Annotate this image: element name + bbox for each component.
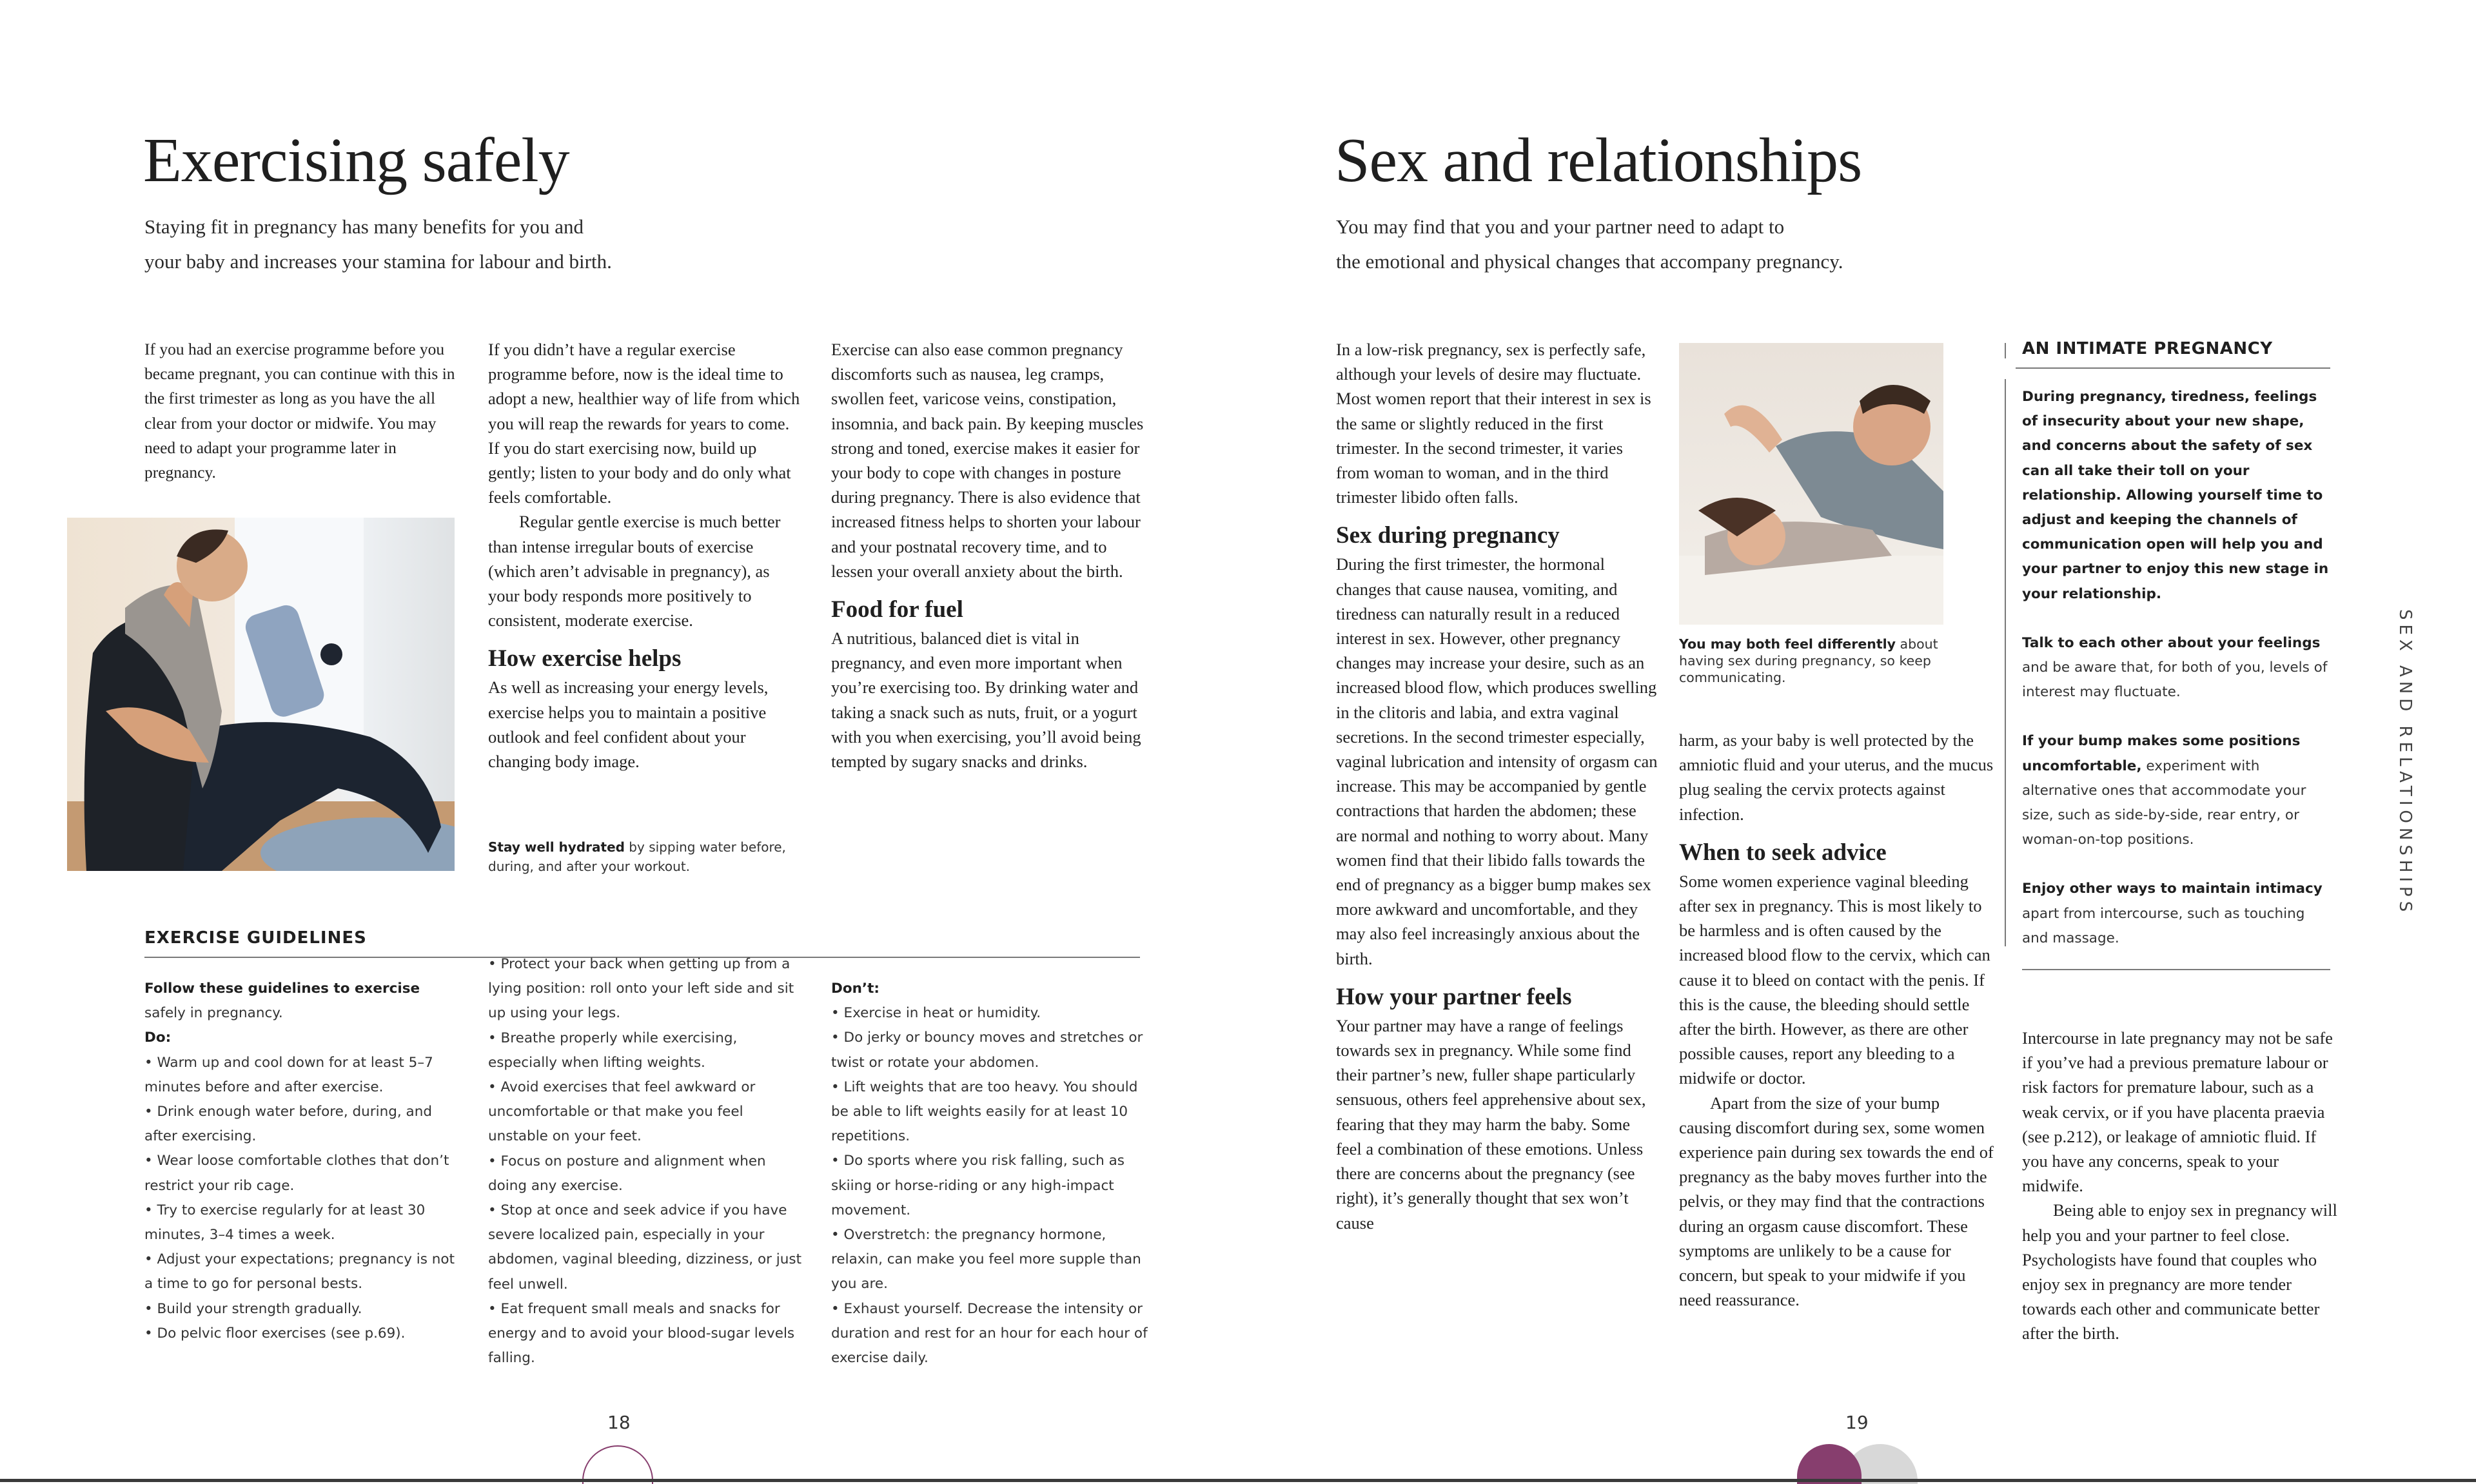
dont-item: • Lift weights that are too heavy. You should be able to lift weights easily for at least 10 repetitions. xyxy=(831,1079,1138,1145)
guidelines-column-1 xyxy=(144,977,467,1346)
sidebar-lead: During pregnancy, tiredness, feelings of insecurity about your new shape, and concerns about the safety of sex can all take their toll on your relationship. Allowing yourself time to adjust and keeping the channels of communication open will help you and your partner to enjoy this new stage in your relationship. xyxy=(2022,389,2329,602)
guidelines-column-3 xyxy=(831,977,1150,1371)
photo-woman-exercising xyxy=(67,518,455,871)
heading-how-exercise-helps: How exercise helps xyxy=(488,645,682,672)
photo-couple-image xyxy=(1679,343,1943,625)
column-right-2 xyxy=(1679,728,1995,1312)
do-item: • Breathe properly while exercising, especially when lifting weights. xyxy=(488,1030,738,1071)
caption-bold: Stay well hydrated xyxy=(488,839,625,855)
heading-sex-during-pregnancy: Sex during pregnancy xyxy=(1336,522,1560,549)
do-label: Do: xyxy=(144,1030,172,1046)
paragraph: As well as increasing your energy levels, exercise helps you to maintain a positive outlook and feel confident about your changing body image. xyxy=(488,678,769,772)
page-tab-marker-left xyxy=(582,1445,653,1484)
do-item: • Warm up and cool down for at least 5–7 minutes before and after exercise. xyxy=(144,1054,433,1095)
do-item: • Drink enough water before, during, and after exercising. xyxy=(144,1104,432,1145)
do-item: • Focus on posture and alignment when doing any exercise. xyxy=(488,1153,766,1194)
caption-text: about having sex during pregnancy, so keep communicating. xyxy=(1679,636,1938,685)
section-tab-label: SEX AND RELATIONSHIPS xyxy=(2395,609,2415,917)
caption-text: by sipping water before, during, and after your workout. xyxy=(488,839,786,874)
do-item: • Wear loose comfortable clothes that don’t restrict your rib cage. xyxy=(144,1153,449,1194)
paragraph: Exercise can also ease common pregnancy discomforts such as nausea, leg cramps, swollen feet, varicose veins, constipation, insomnia, and back pain. By keeping muscles strong and toned, exercise makes it easier for your body to cope with changes in posture during pregnancy. There is also evidence that increased fitness helps to shorten your labour and your postnatal recovery time, and to lessen your overall anxiety about the birth. xyxy=(831,340,1144,581)
paragraph: A nutritious, balanced diet is vital in pregnancy, and even more important when you’re exercising too. By drinking water and taking a snack such as nuts, fruit, or a yogurt with you when exercising, you’ll avoid being tempted by sugary snacks and drinks. xyxy=(831,629,1141,772)
paragraph: Some women experience vaginal bleeding after sex in pregnancy. This is most likely to be harmless and is often caused by the increased blood flow to the cervix, which can cause it to bleed on contact with the penis. If this is the cause, the bleeding should settle after the birth. However, as there are other possible causes, report any bleeding to a midwife or doctor. xyxy=(1679,871,1990,1088)
caption-bold: You may both feel differently xyxy=(1679,636,1896,652)
page-title-left: Exercising safely xyxy=(143,126,569,195)
paragraph: Your partner may have a range of feelings towards sex in pregnancy. While some find their partner’s new, fuller shape particularly sensuous, others feel apprehensive about sex, fearing that they may harm the baby. Some feel a combination of these emotions. Unless there are concerns about the pregnancy (see right), it’s generally thought that sex won’t cause xyxy=(1336,1015,1646,1233)
paragraph: If you didn’t have a regular exercise programme before, now is the ideal time to adopt a new, healthier way of life from which you will reap the rewards for years to come. If you do start exercising now, build up gently; listen to your body and do only what feels comfortable. xyxy=(488,340,800,507)
paragraph: In a low-risk pregnancy, sex is perfectly safe, although your levels of desire may fluctuate. Most women report that their interest in sex is the same or slightly reduced in the first trimester. In the second trimester, it varies from woman to woman, and in the third trimester libido often falls. xyxy=(1336,340,1651,507)
column-right-1 xyxy=(1336,337,1658,1235)
dont-item: • Do jerky or bouncy moves and stretches or twist or rotate your abdomen. xyxy=(831,1030,1143,1071)
paragraph: If you had an exercise programme before you became pregnant, you can continue with this in the first trimester as long as you have the all clear from your doctor or midwife. You may need to adapt your programme later in pregnancy. xyxy=(144,340,455,482)
dont-item: • Do sports where you risk falling, such as skiing or horse-riding or any high-impact movement. xyxy=(831,1153,1125,1218)
do-list xyxy=(144,1051,467,1346)
guidelines-intro-text: safely in pregnancy. xyxy=(144,1005,283,1022)
paragraph: harm, as your baby is well protected by the amniotic fluid and your uterus, and the mucus plug sealing the cervix protects against infection. xyxy=(1679,730,1994,824)
do-item: • Stop at once and seek advice if you have severe localized pain, especially in your abdomen, vaginal bleeding, dizziness, or just feel unwell. xyxy=(488,1202,802,1293)
paragraph: Being able to enjoy sex in pregnancy will help you and your partner to feel close. Psychologists have found that couples who enjoy sex in pregnancy are more tender towards each other and communicate better after the birth. xyxy=(2022,1200,2337,1343)
do-item: • Protect your back when getting up from a lying position: roll onto your left side and sit up using your legs. xyxy=(488,956,794,1022)
intro-right xyxy=(1336,210,2045,279)
column-right-3 xyxy=(2022,1026,2341,1346)
dont-label: Don’t: xyxy=(831,981,879,997)
column-left-3 xyxy=(831,337,1150,774)
sidebar-title: AN INTIMATE PREGNANCY xyxy=(2022,339,2273,358)
sidebar-rule-top xyxy=(2016,367,2330,369)
column-left-2 xyxy=(488,337,804,774)
paragraph: During the first trimester, the hormonal changes that cause nausea, vomiting, and tiredness can naturally result in a reduced interest in sex. However, other pregnancy changes may increase your desire, such as an increased blood flow, which produces swelling in the clitoris and labia, and extra vaginal secretions. In the second trimester especially, vaginal lubrication and intensity of orgasm can increase. This may be accompanied by gentle contractions that harden the abdomen; these are normal and nothing to worry about. Many women find that their libido falls towards the end of pregnancy as a bigger bump makes sex more awkward and uncomfortable, and they may also feel increasingly anxious about the birth. xyxy=(1336,554,1658,968)
paragraph: Apart from the size of your bump causing discomfort during sex, some women experience pain during sex towards the end of pregnancy as the baby moves further into the pelvis, or they may find that the contractions during an orgasm cause discomfort. These symptoms are unlikely to be a cause for concern, but speak to your midwife if you need reassurance. xyxy=(1679,1093,1994,1310)
sidebar-tip: If your bump makes some positions uncomfortable, experiment with alternative ones that accommodate your size, such as side-by-side, rear entry, or woman-on-top positions. xyxy=(2022,733,2306,848)
guidelines-intro-bold: Follow these guidelines to exercise xyxy=(144,981,420,997)
paragraph: Regular gentle exercise is much better than intense irregular bouts of exercise (which aren’t advisable in pregnancy), as your body responds more positively to consistent, moderate exercise. xyxy=(488,512,781,630)
photo-caption-hydrated xyxy=(488,837,798,876)
sidebar-tip: Talk to each other about your feelings and be aware that, for both of you, levels of interest may fluctuate. xyxy=(2022,634,2328,701)
do-item: • Adjust your expectations; pregnancy is not a time to go for personal bests. xyxy=(144,1251,455,1293)
dont-item: • Overstretch: the pregnancy hormone, relaxin, can make you feel more supple than you are. xyxy=(831,1227,1141,1293)
guidelines-title: EXERCISE GUIDELINES xyxy=(144,928,367,948)
page-number-left: 18 xyxy=(607,1412,631,1433)
dont-item: • Exercise in heat or humidity. xyxy=(831,1005,1041,1022)
paragraph: Intercourse in late pregnancy may not be safe if you’ve had a previous premature labour or risk factors for premature labour, such as a weak cervix, or if you have placenta praevia (see p.212), or leakage of amniotic fluid. If you have any concerns, speak to your midwife. xyxy=(2022,1028,2333,1196)
intro-line: You may find that you and your partner need to adapt to xyxy=(1336,215,1785,238)
page-tab-marker-plum xyxy=(1797,1444,1862,1484)
photo-couple xyxy=(1679,343,1943,625)
do-item: • Build your strength gradually. xyxy=(144,1300,362,1317)
column-left-1 xyxy=(144,337,459,485)
sidebar-left-border xyxy=(2005,379,2006,946)
page-title-right: Sex and relationships xyxy=(1335,126,1862,195)
sidebar-body xyxy=(2022,385,2332,975)
sidebar-tick xyxy=(2005,343,2006,358)
do-item: • Try to exercise regularly for at least 30 minutes, 3–4 times a week. xyxy=(144,1202,426,1244)
do-item: • Eat frequent small meals and snacks for energy and to avoid your blood-sugar levels falling. xyxy=(488,1300,795,1367)
page-bottom-edge xyxy=(0,1479,2476,1482)
intro-line: your baby and increases your stamina for labour and birth. xyxy=(144,250,612,273)
intro-left xyxy=(144,210,789,279)
do-item: • Do pelvic floor exercises (see p.69). xyxy=(144,1325,406,1342)
dont-item: • Exhaust yourself. Decrease the intensity or duration and rest for an hour for each hour of exercise daily. xyxy=(831,1300,1148,1367)
photo-caption-couple xyxy=(1679,636,1943,686)
photo-woman-image xyxy=(67,518,455,871)
guidelines-column-2 xyxy=(488,952,804,1371)
heading-food-for-fuel: Food for fuel xyxy=(831,596,963,623)
heading-how-your-partner-feels: How your partner feels xyxy=(1336,983,1572,1010)
page-number-right: 19 xyxy=(1845,1412,1869,1433)
do-item: • Avoid exercises that feel awkward or uncomfortable or that make you feel unstable on your feet. xyxy=(488,1079,756,1145)
sidebar-rule-bottom xyxy=(2022,969,2330,970)
intro-line: Staying fit in pregnancy has many benefits for you and xyxy=(144,215,584,238)
sidebar-tip: Enjoy other ways to maintain intimacy apart from intercourse, such as touching and massage. xyxy=(2022,881,2323,946)
intro-line: the emotional and physical changes that accompany pregnancy. xyxy=(1336,250,1843,273)
heading-when-to-seek-advice: When to seek advice xyxy=(1679,839,1887,866)
